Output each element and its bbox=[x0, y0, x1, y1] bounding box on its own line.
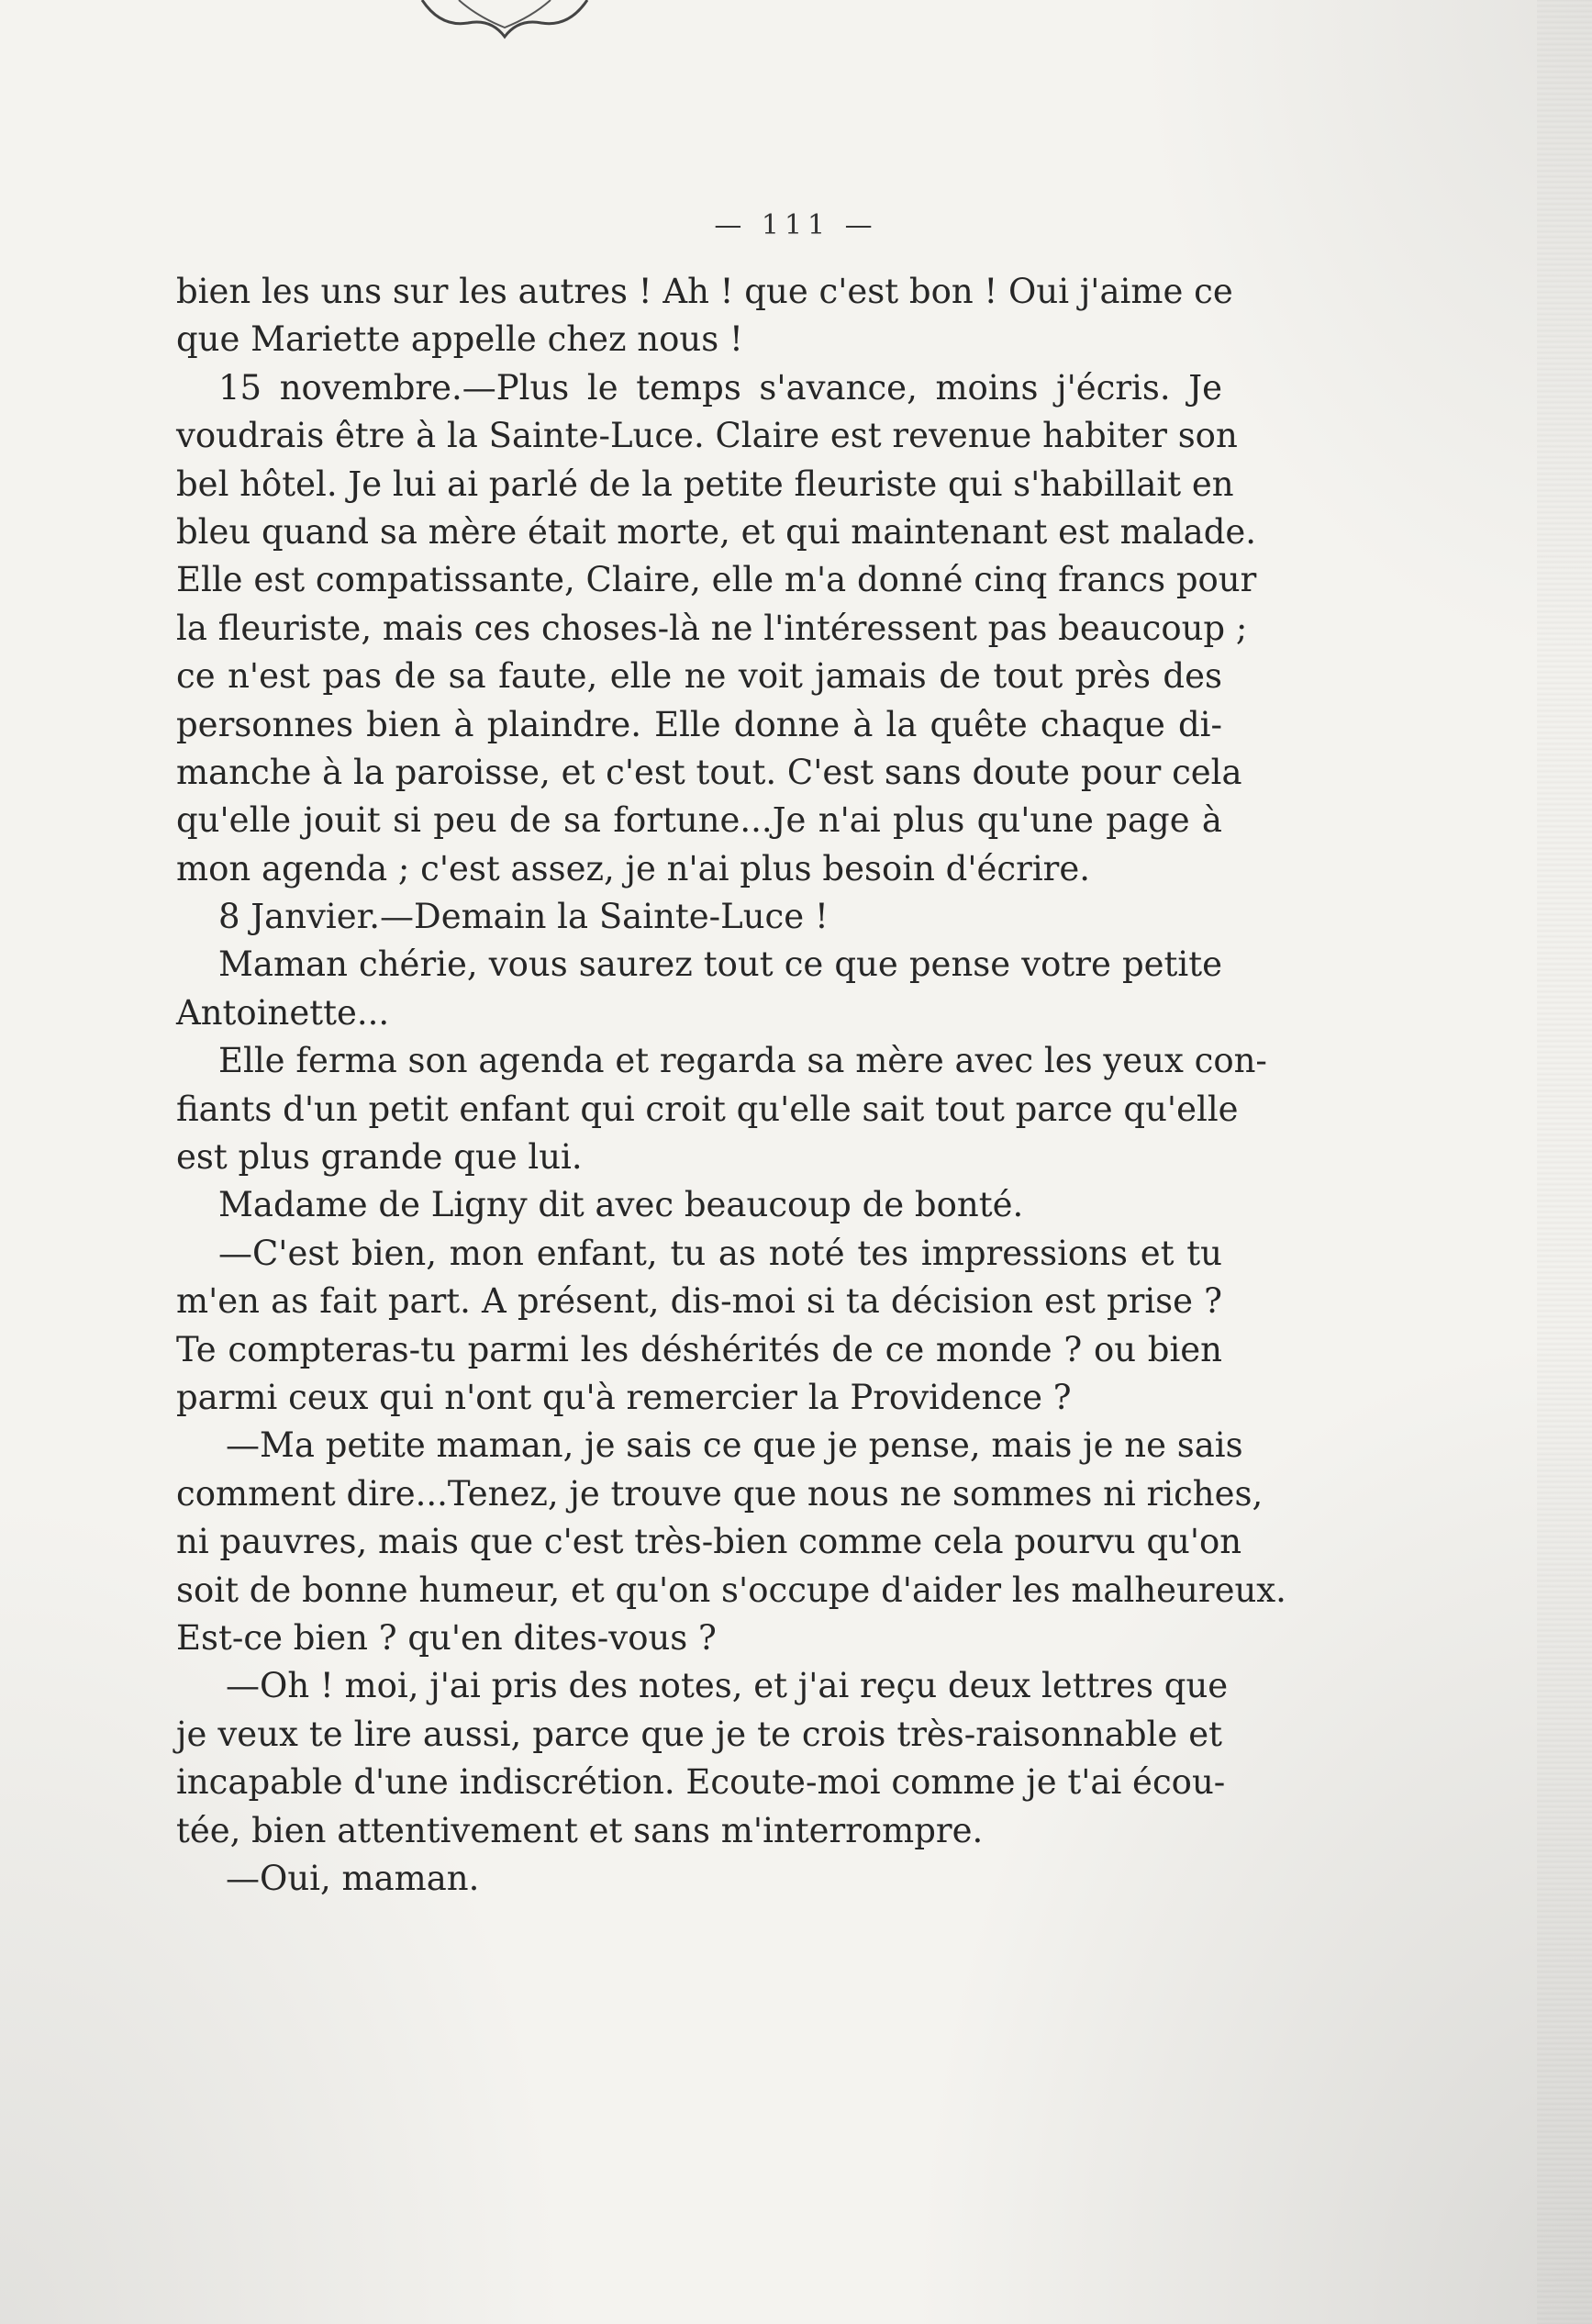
text-line: parmi ceux qui n'ont qu'à remercier la Providence ? bbox=[176, 1377, 1072, 1417]
text-line: Madame de Ligny dit avec beaucoup de bonté. bbox=[218, 1185, 1024, 1225]
text-line: qu'elle jouit si peu de sa fortune...Je n'ai plus qu'une page à bbox=[176, 800, 1222, 841]
text-line: —Oh ! moi, j'ai pris des notes, et j'ai reçu deux lettres que bbox=[226, 1666, 1229, 1706]
text-line: Est-ce bien ? qu'en dites-vous ? bbox=[176, 1617, 717, 1658]
page-edge-noise bbox=[1537, 0, 1592, 2324]
text-line: 15 novembre.—Plus le temps s'avance, moins j'écris. Je bbox=[218, 367, 1222, 408]
text-line: ce n'est pas de sa faute, elle ne voit jamais de tout près des bbox=[176, 656, 1222, 697]
text-line: personnes bien à plaindre. Elle donne à la quête chaque di- bbox=[176, 704, 1222, 744]
text-line: —Ma petite maman, je sais ce que je pense, mais je ne sais bbox=[226, 1425, 1243, 1466]
decorative-ornament-fragment bbox=[404, 0, 606, 55]
text-line: la fleuriste, mais ces choses-là ne l'intéressent pas beaucoup ; bbox=[176, 608, 1248, 648]
text-line: Te compteras-tu parmi les déshérités de ce monde ? ou bien bbox=[176, 1329, 1222, 1369]
text-line: Elle ferma son agenda et regarda sa mère avec les yeux con- bbox=[218, 1041, 1267, 1081]
text-line: bien les uns sur les autres ! Ah ! que c'est bon ! Oui j'aime ce bbox=[176, 272, 1233, 311]
text-line: mon agenda ; c'est assez, je n'ai plus besoin d'écrire. bbox=[176, 848, 1091, 888]
text-line: —C'est bien, mon enfant, tu as noté tes impressions et tu bbox=[218, 1233, 1222, 1273]
page-number: — 111 — bbox=[714, 209, 878, 241]
text-line: bleu quand sa mère était morte, et qui maintenant est malade. bbox=[176, 511, 1257, 552]
text-line: bel hôtel. Je lui ai parlé de la petite fleuriste qui s'habillait en bbox=[176, 464, 1234, 504]
text-line: manche à la paroisse, et c'est tout. C'est sans doute pour cela bbox=[176, 752, 1242, 792]
text-line: comment dire...Tenez, je trouve que nous ne sommes ni riches, bbox=[176, 1473, 1264, 1514]
text-line: incapable d'une indiscrétion. Ecoute-moi comme je t'ai écou- bbox=[176, 1762, 1226, 1803]
text-line: voudrais être à la Sainte-Luce. Claire est revenue habiter son bbox=[176, 416, 1238, 456]
text-line: que Mariette appelle chez nous ! bbox=[176, 319, 743, 360]
text-line: soit de bonne humeur, et qu'on s'occupe d'aider les malheureux. bbox=[176, 1570, 1286, 1610]
text-line: est plus grande que lui. bbox=[176, 1137, 583, 1178]
body-text bbox=[176, 268, 1286, 1903]
text-line: m'en as fait part. A présent, dis-moi si ta décision est prise ? bbox=[176, 1281, 1222, 1322]
text-line: fiants d'un petit enfant qui croit qu'elle sait tout parce qu'elle bbox=[176, 1089, 1239, 1129]
text-line: 8 Janvier.—Demain la Sainte-Luce ! bbox=[218, 897, 829, 937]
text-line: je veux te lire aussi, parce que je te crois très-raisonnable et bbox=[176, 1714, 1222, 1754]
text-line: Antoinette... bbox=[176, 992, 390, 1033]
text-line: ni pauvres, mais que c'est très-bien comme cela pourvu qu'on bbox=[176, 1522, 1242, 1562]
text-line: —Oui, maman. bbox=[226, 1858, 480, 1898]
text-line: Maman chérie, vous saurez tout ce que pense votre petite bbox=[218, 944, 1222, 985]
text-line: Elle est compatissante, Claire, elle m'a donné cinq francs pour bbox=[176, 560, 1257, 600]
text-line: tée, bien attentivement et sans m'interrompre. bbox=[176, 1810, 984, 1850]
